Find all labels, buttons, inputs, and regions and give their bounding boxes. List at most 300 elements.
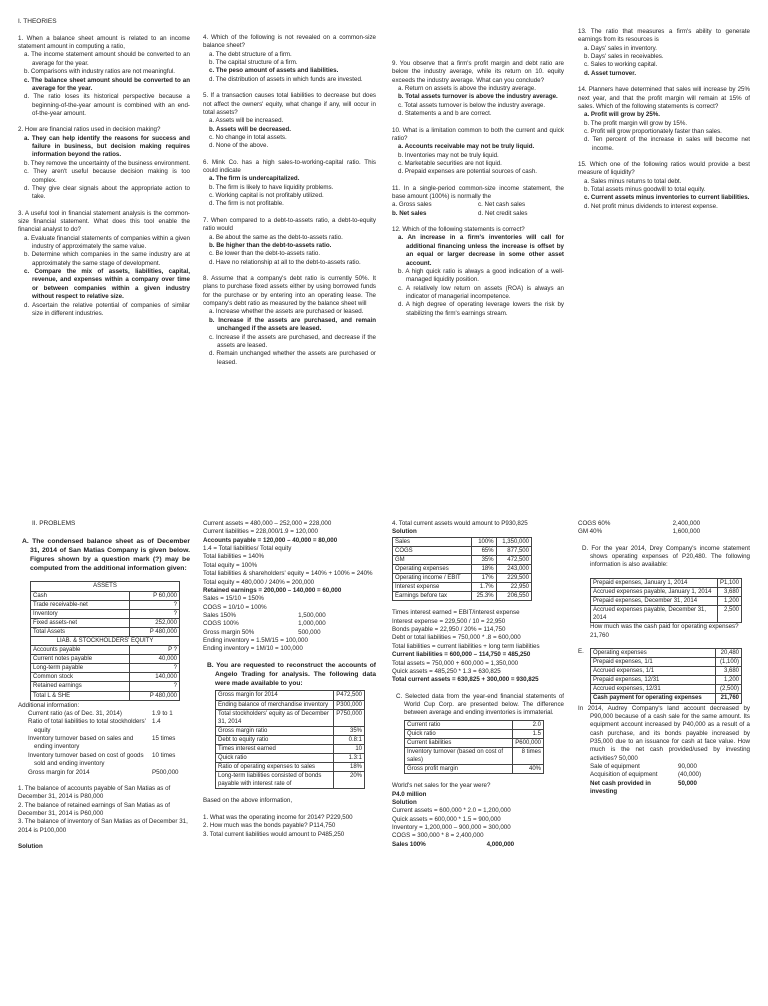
income-statement-cell: 17% [471, 574, 496, 583]
solution-a-line: Total equity = 480,000 / 240% = 200,000 [203, 578, 315, 586]
option-d: d. None of the above. [209, 142, 269, 150]
angelo-trading-row [216, 735, 365, 744]
solution-c-line: Quick assets = 600,000 * 1.5 = 900,000 [392, 815, 501, 823]
balance-sheet-row [31, 609, 180, 618]
balance-sheet-row [31, 646, 180, 655]
question-stem: 6. Mink Co. has a high sales-to-working-capital ratio. This could indicate [203, 158, 376, 175]
balance-sheet-label: Inventory [31, 609, 130, 618]
balance-sheet-row [31, 673, 180, 682]
income-statement-cell: 472,500 [496, 555, 531, 564]
operating-expenses-cell: Prepaid expenses, 1/1 [591, 658, 716, 667]
option-b: b. Inventories may not be truly liquid. [398, 151, 499, 159]
option-c: c. Sales to working capital. [584, 61, 658, 69]
balance-sheet-label: Accounts payable [31, 646, 130, 655]
solution-c-line: Current assets = 600,000 * 2.0 = 1,200,000 [392, 807, 511, 815]
angelo-trading-row [216, 726, 365, 735]
problem-b-answer: 2. How much was the bonds payable? P114,750 [203, 822, 336, 830]
option-b: b. The profit margin will grow by 15%. [584, 119, 688, 127]
operating-expenses-row [591, 648, 742, 657]
option-d: d. Have no relationship at all to the debt-to-assets ratio. [209, 258, 361, 266]
angelo-trading-row [216, 709, 365, 726]
question-stem: 2. How are financial ratios used in decision making? [18, 126, 161, 134]
problems-column-3 [392, 520, 564, 849]
balance-sheet-row [31, 591, 180, 600]
option-b: b. They remove the uncertainty of the business environment. [24, 159, 191, 167]
operating-expenses-row [591, 658, 742, 667]
option-c: c. A relatively low return on assets (ROA) is always an indicator of managerial incompetence. [398, 284, 564, 300]
world-cup-cell: Quick ratio [405, 729, 513, 738]
solution-c-pair-label: Sales 100% [392, 840, 426, 848]
option-a: a. Days' sales in inventory. [584, 44, 657, 52]
balance-sheet-table [30, 581, 180, 700]
balance-sheet-value: 40,000 [130, 655, 180, 664]
balance-sheet-value: 252,000 [130, 618, 180, 627]
option-b: b. Comparisons with industry ratios are not meaningful. [24, 68, 175, 76]
question-1 [18, 35, 190, 119]
balance-sheet-value: ? [130, 664, 180, 673]
balance-sheet-value: P 480,000 [130, 691, 180, 700]
option-d: d. Net profit minus dividends to interest expense. [584, 202, 718, 210]
income-statement-cell: GM [393, 555, 472, 564]
balance-sheet-row [31, 637, 180, 646]
income-statement-cell: 65% [471, 546, 496, 555]
problem-f-text: In 2014, Audrey Company's land account decreased by P90,000 because of a cash sale for the same amount. Its equipment account increased by P40,000 as a result of a cash purchase, and its bonds payable increased by P35,000 due to an issuance for cash at face value. How much is the net cash provided/used by investing activities? 50,000 [578, 704, 750, 762]
additional-info-label: Ratio of total liabilities to total stockholders' equity [28, 718, 146, 734]
solution-c-pair [578, 520, 750, 528]
question-15 [578, 161, 750, 211]
option-c-answer: c. Compare the mix of assets, liabilities, capital, revenue, and expenses within a company over time or between companies within a given industry without respect to relative size. [24, 268, 190, 301]
option-d-answer: d. Asset turnover. [584, 69, 637, 77]
option-a: a. Increase whether the assets are purchased or leased. [209, 308, 364, 316]
option-c-answer: c. The peso amount of assets and liabilities. [209, 67, 339, 75]
angelo-trading-cell: 20% [334, 772, 365, 789]
operating-expenses-cell: 20,480 [715, 648, 741, 657]
solution-c-pair [578, 528, 750, 536]
question-stem: 5. If a transaction causes total liabilities to decrease but does not affect the owners' equity, what change if any, will occur in total assets? [203, 92, 376, 116]
angelo-trading-row [216, 744, 365, 753]
problem-a-answer: 2. The balance of retained earnings of San Matias as of December 31, 2014 is P60,000 [18, 801, 170, 817]
angelo-trading-cell: P472,500 [334, 691, 365, 700]
additional-info-item [28, 710, 190, 718]
option-d: d. A high degree of operating leverage lowers the risk by stabilizing the firm's earnings stream. [398, 301, 564, 317]
balance-sheet-row [31, 664, 180, 673]
option-d: d. The ratio loses its historical perspective because a beginning-of-the-year amount is combined with an end-of-the-year amount. [24, 93, 190, 117]
world-cup-row [405, 747, 544, 764]
balance-sheet-label: Total L & SHE [31, 691, 130, 700]
operating-expenses-cell: Operating expenses [591, 648, 716, 657]
world-cup-cell: Current ratio [405, 720, 513, 729]
additional-info-label: Inventory turnover based on cost of goods sold and ending inventory [28, 751, 144, 768]
question-stem: 11. In a single-period common-size income statement, the base amount (100%) is normally the [392, 184, 564, 201]
question-12 [392, 226, 564, 318]
income-statement-cell: 1,350,000 [496, 537, 531, 546]
income-statement-row [393, 565, 532, 574]
solution-b-line: Quick assets = 485,250 * 1.3 = 630,825 [392, 667, 501, 675]
problems-column-1 [18, 520, 190, 851]
solution-a-line: Ending inventory = 1M/10 = 100,000 [203, 645, 303, 653]
problems-heading: II. PROBLEMS [32, 520, 76, 527]
drey-company-cell: P1,100 [717, 578, 741, 587]
investing-activity-value: 50,000 [678, 779, 697, 787]
option-c: c. Increase if the assets are purchased, and decrease if the assets are leased. [209, 333, 376, 349]
problems-column-2 [203, 520, 376, 839]
angelo-trading-cell: Long-term liabilities consisted of bonds payable with interest rate of [216, 772, 334, 789]
solution-a-line: Total equity = 100% [203, 561, 258, 569]
solution-a-line: Retained earnings = 200,000 – 140,000 = 60,000 [203, 586, 342, 594]
balance-sheet-label: Common stock [31, 673, 130, 682]
solution-c-sales [392, 841, 564, 849]
income-statement-cell: Interest expense [393, 583, 472, 592]
income-statement-cell: 22,950 [496, 583, 531, 592]
world-cup-cell: Inventory turnover (based on cost of sales) [405, 747, 513, 764]
income-statement-cell: 1.7% [471, 583, 496, 592]
world-cup-row [405, 729, 544, 738]
income-statement-cell: Operating income / EBIT [393, 574, 472, 583]
solution-a-line: Total liabilities = 140% [203, 553, 265, 561]
solution-a-pair-label: COGS 100% [203, 620, 239, 628]
option-c: c. Marketable securities are not liquid. [398, 159, 502, 167]
option-c: c. No change in total assets. [209, 133, 287, 141]
balance-sheet-value: 140,000 [130, 673, 180, 682]
solution-a-line: Accounts payable = 120,000 – 40,000 = 80,000 [203, 536, 338, 544]
balance-sheet-label: Cash [31, 591, 130, 600]
question-13 [578, 28, 750, 78]
operating-expenses-cell: (2,500) [715, 685, 741, 694]
solution-a-pair-value: 500,000 [298, 628, 321, 636]
problem-b-intro: B. You are requested to reconstruct the accounts of Angelo Trading for analysis. The following data were made available to you: [207, 661, 376, 687]
operating-expenses-cell: Cash payment for operating expenses [591, 694, 716, 703]
solution-c-pair-value: 1,600,000 [672, 528, 701, 536]
additional-info-value: 1.4 [152, 718, 161, 726]
balance-sheet-label: Retained earnings [31, 682, 130, 691]
world-cup-row [405, 738, 544, 747]
option-d: d. They give clear signals about the appropriate action to take. [24, 184, 190, 201]
solution-a-line: Sales = 15/10 = 150% [203, 595, 264, 603]
drey-company-cell: Accrued expenses payable, January 1, 2014 [591, 587, 718, 596]
angelo-trading-cell: Ending balance of merchandise inventory [216, 700, 334, 709]
option-a: a. Sales minus returns to total debt. [584, 177, 682, 185]
balance-sheet-value: ? [130, 682, 180, 691]
question-stem: 4. Which of the following is not revealed on a common-size balance sheet? [203, 34, 376, 50]
question-10 [392, 127, 564, 177]
world-cup-row [405, 720, 544, 729]
income-statement-cell: 18% [471, 565, 496, 574]
angelo-trading-cell: 0.8:1 [334, 735, 365, 744]
world-cup-cell: Current liabilities [405, 738, 513, 747]
income-statement-cell: COGS [393, 546, 472, 555]
investing-activity [590, 780, 750, 797]
angelo-trading-cell: 1.3:1 [334, 754, 365, 763]
option-c-answer: c. Current assets minus inventories to current liabilities. [584, 194, 750, 202]
solution-b-line: Times interest earned = EBIT/interest expense [392, 609, 520, 617]
balance-sheet-label: Current notes payable [31, 655, 130, 664]
option-b: b. Determine which companies in the same industry are at approximately the same stage of development. [24, 251, 190, 267]
problem-e-label: E. [578, 647, 584, 655]
drey-company-cell: Accrued expenses payable, December 31, 2014 [591, 606, 718, 623]
problem-d-intro: D. For the year 2014, Drey Company's income statement shows operating expenses of P20,480. The following information is also available: [582, 544, 750, 569]
option-d: d. The distribution of assets in which funds are invested. [209, 75, 363, 83]
income-statement-row [393, 574, 532, 583]
option-c: c. Net cash sales [478, 201, 526, 209]
solution-a-gross-margin [203, 612, 376, 637]
additional-info-value: 15 times [152, 735, 176, 743]
balance-sheet-label: Fixed assets-net [31, 618, 130, 627]
option-a: a. The debt structure of a firm. [209, 50, 292, 58]
solution-b-line: Current liabilities = 600,000 – 114,750 = 485,250 [392, 651, 531, 659]
question-stem: 9. You observe that a firm's profit margin and debt ratio are below the industry average, while its return on 10. equity exceeds the industry average. What can you conclude? [392, 60, 564, 84]
question-stem: 12. Which of the following statements is correct? [392, 226, 525, 234]
solution-a-line: Current assets = 480,000 – 252,000 = 228,000 [203, 520, 332, 527]
option-b: b. A high quick ratio is always a good indication of a well-managed liquidity position. [398, 267, 564, 284]
income-statement-cell: 877,500 [496, 546, 531, 555]
solution-label-b: Solution [392, 528, 417, 536]
additional-info-item [28, 769, 190, 777]
solution-c-pair [392, 841, 564, 849]
option-d: d. Prepaid expenses are potential sources of cash. [398, 168, 537, 176]
option-b: b. Total assets minus goodwill to total equity. [584, 186, 706, 194]
option-d: d. Ascertain the relative potential of companies of similar size in different industries. [24, 301, 190, 317]
option-a-answer: a. Accounts receivable may not be truly liquid. [398, 143, 535, 151]
angelo-trading-cell: 18% [334, 763, 365, 772]
angelo-trading-cell: Gross margin for 2014 [216, 691, 334, 700]
investing-activity-value: (40,000) [678, 771, 702, 779]
operating-expenses-cell: 3,680 [715, 667, 741, 676]
income-statement-cell: 25.3% [471, 592, 496, 601]
world-cup-cell: Gross profit margin [405, 765, 513, 774]
world-cup-cell: 2.0 [513, 720, 544, 729]
drey-company-cell: 1,200 [717, 596, 741, 605]
solution-a-line: 1.4 = Total liabilities/ Total equity [203, 545, 292, 553]
solution-b-line: Interest expense = 229,500 / 10 = 22,950 [392, 617, 506, 625]
problem-a-answers [18, 785, 190, 835]
angelo-trading-cell: Total stockholders' equity as of December 31, 2014 [216, 709, 334, 726]
problem-b-answers [203, 814, 376, 839]
drey-company-row [591, 587, 742, 596]
income-statement-cell: Sales [393, 537, 472, 546]
drey-company-cell: Prepaid expenses, January 1, 2014 [591, 578, 718, 587]
problem-b-based: Based on the above information, [203, 797, 293, 805]
additional-info-label: Current ratio (as of Dec. 31, 2014) [28, 710, 122, 718]
income-statement-cell: Earnings before tax [393, 592, 472, 601]
world-cup-cell: P600,000 [513, 738, 544, 747]
operating-expenses-cell: 1,200 [715, 676, 741, 685]
solution-c [392, 807, 564, 840]
question-5 [203, 92, 376, 151]
option-d: d. Ten percent of the increase in sales will become net income. [584, 136, 750, 152]
solution-b [392, 609, 564, 684]
angelo-trading-row [216, 763, 365, 772]
additional-info-value: 10 times [152, 751, 176, 759]
balance-sheet-row [31, 682, 180, 691]
solution-c-pair-label: GM 40% [578, 528, 603, 536]
problem-b-answers-continued [392, 520, 564, 528]
option-a-answer: a. Profit will grow by 25%. [584, 111, 660, 119]
option-a: a. Assets will be increased. [209, 117, 284, 125]
option-b-answer: b. Assets will be decreased. [209, 125, 291, 133]
theories-heading: I. THEORIES [18, 18, 57, 25]
option-c: c. They aren't useful because decision making is too complex. [24, 168, 190, 184]
balance-sheet-row [31, 618, 180, 627]
balance-sheet-row [31, 655, 180, 664]
balance-sheet-row [31, 582, 180, 591]
balance-sheet-label: Long-term payable [31, 664, 130, 673]
option-b-answer: b. Increase if the assets are purchased, and remain unchanged if the assets are leased. [209, 316, 376, 333]
balance-sheet-row [31, 600, 180, 609]
angelo-trading-row [216, 772, 365, 789]
income-statement-row [393, 537, 532, 546]
balance-sheet-header-cell: LIAB. & STOCKHOLDERS' EQUITY [31, 637, 180, 646]
question-stem: 8. Assume that a company's debt ratio is currently 50%. It plans to purchase fixed assets either by using borrowed funds for the purchase or by entering into an operating lease. The company's debt ratio as measured by the balance sheet will [203, 274, 376, 308]
option-c: c. Be lower than the debt-to-assets ratio. [209, 250, 321, 258]
problem-d-question: How much was the cash paid for operating expenses? 21,760 [590, 623, 739, 639]
question-stem: 14. Planners have determined that sales will increase by 25% next year, and that the profit margin will remain at 15% of sales. Which of the following statements is correct? [578, 86, 750, 110]
world-cup-cell: 1.5 [513, 729, 544, 738]
theories-column-1 [18, 18, 190, 326]
problem-b-answer: 3. Total current liabilities would amount to P485,250 [203, 830, 345, 838]
angelo-trading-row [216, 691, 365, 700]
option-d: d. The firm is not profitable. [209, 200, 284, 208]
question-4 [203, 34, 376, 84]
solution-a-pair-value: 1,500,000 [298, 611, 326, 619]
solution-c-line: Inventory = 1,200,000 – 900,000 = 300,000 [392, 824, 511, 832]
income-statement-cell: 243,000 [496, 565, 531, 574]
solution-c-line: COGS = 300,000 * 8 = 2,400,000 [392, 832, 484, 840]
option-c: c. Working capital is not profitably utilized. [209, 192, 324, 200]
drey-company-table [590, 578, 742, 623]
balance-sheet-header-cell: ASSETS [31, 582, 180, 591]
problem-a-intro: A. The condensed balance sheet as of December 31, 2014 of San Matias Company is given below. Figures shown by a question mark (?) may be computed from the additional information given: [22, 537, 190, 573]
problem-a-answer: 1. The balance of accounts payable of San Matias as of December 31, 2014 is P80,000 [18, 784, 171, 801]
operating-expenses-row [591, 667, 742, 676]
option-b-answer: b. Total assets turnover is above the industry average. [398, 93, 558, 101]
additional-info-label: Gross margin for 2014 [28, 768, 90, 776]
solution-a-pair [203, 629, 376, 637]
solution-label: Solution [18, 843, 43, 851]
operating-expenses-cell: Prepaid expenses, 12/31 [591, 676, 716, 685]
angelo-trading-cell: Gross margin ratio [216, 726, 334, 735]
option-d: d. Net credit sales [478, 209, 528, 217]
option-b: b. The capital structure of a firm. [209, 59, 298, 67]
option-b: b. Days' sales in receivables. [584, 53, 664, 61]
theories-column-4 [578, 28, 750, 219]
option-b-answer: b. Be higher than the debt-to-assets ratio. [209, 241, 332, 249]
income-statement-cell: 206,550 [496, 592, 531, 601]
problem-c-question: World's net sales for the year were? [392, 782, 491, 790]
option-a: a. Return on assets is above the industry average. [398, 85, 536, 93]
solution-a-line: Ending inventory = 1.5M/15 = 100,000 [203, 637, 308, 645]
option-a: a. Gross sales [392, 201, 432, 209]
solution-b-line: Debt or total liabilities = 750,000 * .8 = 600,000 [392, 634, 521, 642]
solution-b-line: Bonds payable = 22,950 / 20% = 114,750 [392, 626, 506, 634]
question-stem: 10. What is a limitation common to both the current and quick ratio? [392, 126, 564, 142]
angelo-trading-cell: 10 [334, 744, 365, 753]
solution-label-c: Solution [392, 798, 417, 806]
solution-a-line: COGS = 10/10 = 100% [203, 603, 267, 611]
additional-info-item [28, 735, 190, 752]
solution-a-line: Total liabilities & shareholders' equity = 140% + 100% = 240% [203, 570, 373, 578]
investing-activity-label: Acquisition of equipment [590, 771, 658, 779]
option-a: a. Be about the same as the debt-to-assets ratio. [209, 233, 343, 241]
solution-a-line: Current liabilities = 228,000/1.9 = 120,000 [203, 528, 318, 536]
drey-company-row [591, 606, 742, 623]
solution-a [203, 520, 376, 612]
problem-c-intro: C. Selected data from the year-end financial statements of World Cup Corp. are presented below. The difference between average and ending inventories is immaterial. [396, 692, 564, 717]
income-statement-cell: 35% [471, 555, 496, 564]
problem-b-answer: 1. What was the operating income for 2014? P229,500 [203, 813, 353, 821]
additional-info-list [18, 710, 190, 777]
additional-info-title: Additional information: [18, 701, 80, 709]
option-d: d. Statements a and b are correct. [398, 110, 492, 118]
question-stem: 15. Which one of the following ratios would provide a best measure of liquidity? [578, 161, 750, 177]
balance-sheet-value: ? [130, 609, 180, 618]
operating-expenses-row [591, 685, 742, 694]
angelo-trading-row [216, 754, 365, 763]
operating-expenses-row [591, 694, 742, 703]
option-c: c. Total assets turnover is below the industry average. [398, 101, 546, 109]
additional-info-value: P500,000 [152, 768, 179, 776]
income-statement-cell: 229,500 [496, 574, 531, 583]
angelo-trading-cell: Ratio of operating expenses to sales [216, 763, 334, 772]
world-cup-table [404, 720, 544, 775]
investing-activity-value: 90,000 [678, 763, 697, 771]
angelo-trading-cell: Debt to equity ratio [216, 735, 334, 744]
drey-company-row [591, 596, 742, 605]
balance-sheet-value: ? [130, 600, 180, 609]
income-statement-row [393, 583, 532, 592]
angelo-trading-row [216, 700, 365, 709]
investing-activity [590, 763, 750, 771]
drey-company-row [591, 578, 742, 587]
balance-sheet-label: Total Assets [31, 627, 130, 636]
additional-info-label: Inventory turnover based on sales and ending inventory [28, 735, 134, 751]
option-c-answer: c. The balance sheet amount should be converted to an average for the year. [24, 76, 190, 92]
problem-b-answer: 4. Total current assets would amount to P930,825 [392, 520, 528, 527]
solution-c-pair-label: COGS 60% [578, 520, 611, 527]
option-a-answer: a. They can help identify the reasons for success and failure in business, but decision making requires information beyond the ratios. [24, 134, 190, 159]
problems-column-4 [578, 520, 750, 797]
solution-c-pair-value: 4,000,000 [486, 840, 515, 848]
angelo-trading-cell: P750,000 [334, 709, 365, 726]
investing-activity [590, 771, 750, 779]
question-11 [392, 185, 564, 218]
question-7 [203, 217, 376, 267]
theories-column-3 [392, 60, 564, 326]
investing-activities-list [578, 763, 750, 796]
drey-company-cell: Prepaid expenses, December 31, 2014 [591, 596, 718, 605]
solution-c-pair-value: 2,400,000 [672, 520, 701, 527]
question-stem: 13. The ratio that measures a firm's ability to generate earnings from its resources is [578, 28, 750, 44]
balance-sheet-row [31, 627, 180, 636]
balance-sheet-label: Trade receivable-net [31, 600, 130, 609]
question-3 [18, 210, 190, 319]
option-a-answer: a. An increase in a firm's inventories will call for additional financing unless the increase is offset by an equal or larger decrease in some other asset account. [398, 234, 564, 267]
operating-expenses-cell: (1,100) [715, 658, 741, 667]
drey-company-cell: 2,500 [717, 606, 741, 623]
option-d: d. Remain unchanged whether the assets are purchased or leased. [209, 350, 376, 366]
income-statement-cell: Operating expenses [393, 565, 472, 574]
angelo-trading-cell: Quick ratio [216, 754, 334, 763]
question-stem: 3. A useful tool in financial statement analysis is the common-size financial statement. What does this tool enable the financial analyst to do? [18, 209, 190, 234]
option-b-answer: b. Net sales [392, 209, 427, 217]
angelo-trading-cell: P300,000 [334, 700, 365, 709]
option-b: b. The firm is likely to have liquidity problems. [209, 183, 334, 191]
income-statement-row [393, 546, 532, 555]
balance-sheet-value: P 480,000 [130, 627, 180, 636]
operating-expenses-cell: Accrued expenses, 1/1 [591, 667, 716, 676]
option-a: a. Evaluate financial statements of companies within a given industry of approximately the same value. [24, 234, 190, 251]
income-statement-table [392, 537, 532, 602]
angelo-trading-cell: 35% [334, 726, 365, 735]
